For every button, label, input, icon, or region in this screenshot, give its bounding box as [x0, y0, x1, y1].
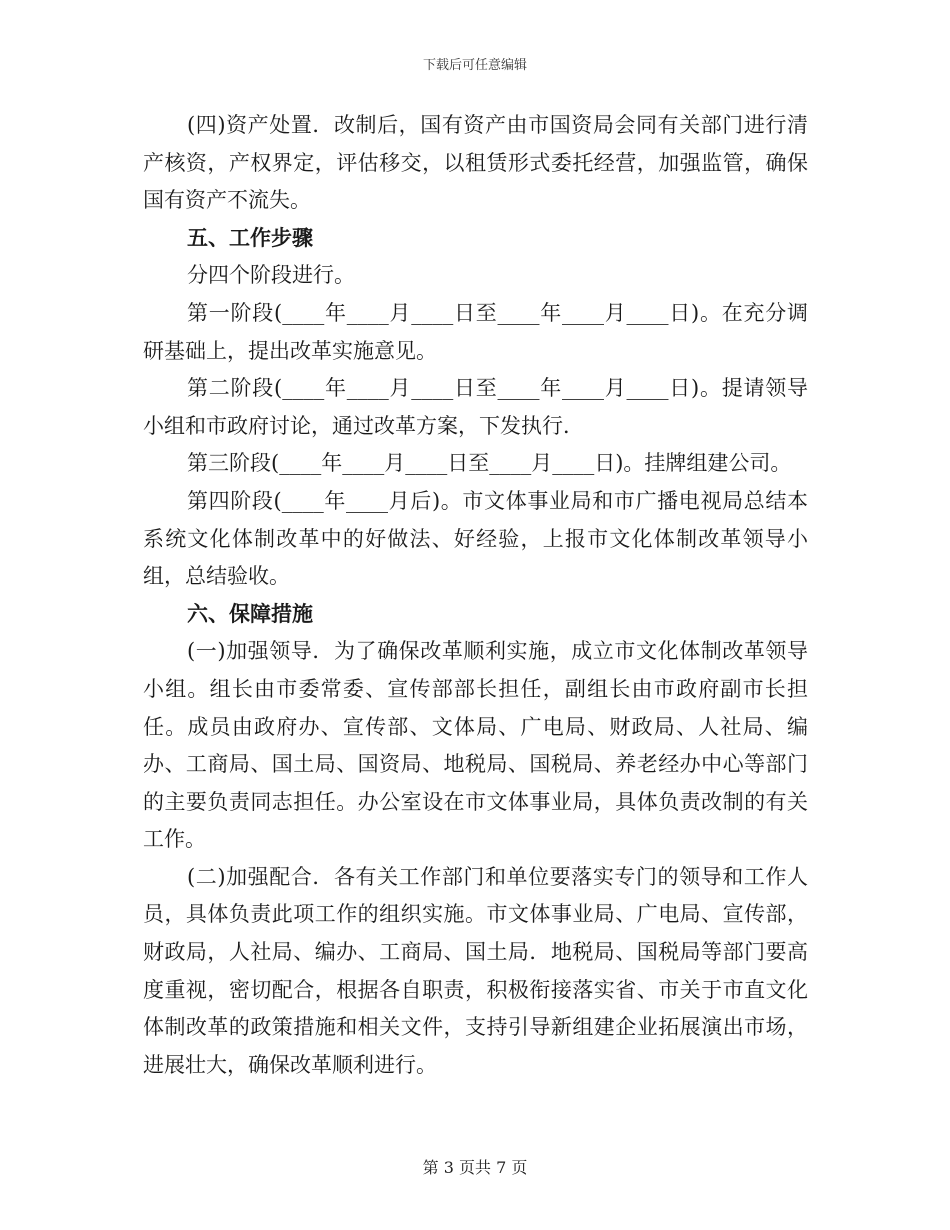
paragraph-stage-2: 第二阶段(____年____月____日至____年____月____日)。提请领导小组和市政府讨论，通过改革方案，下发执行． [143, 376, 808, 438]
section-heading-safeguards: 六、保障措施 [187, 601, 313, 626]
paragraph-strengthen-leadership: (一)加强领导．为了确保改革顺利实施，成立市文化体制改革领导小组。组长由市委常委、宣传部部长担任，副组长由市政府副市长担任。成员由政府办、宣传部、文体局、广电局、财政局、人社局、编办、工商局、国土局、国资局、地税局、国税局、养老经办中心等部门的主要负责同志担任。办公室设在市文体事业局，具体负责改制的有关工作。 [143, 639, 808, 852]
section-heading-work-steps: 五、工作步骤 [187, 225, 313, 250]
paragraph-stage-1: 第一阶段(____年____月____日至____年____月____日)。在充分调研基础上，提出改革实施意见。 [143, 300, 808, 363]
paragraph-stages-intro: 分四个阶段进行。 [187, 263, 355, 288]
paragraph-strengthen-cooperation: (二)加强配合．各有关工作部门和单位要落实专门的领导和工作人员，具体负责此项工作的组织实施。市文体事业局、广电局、宣传部，财政局，人社局、编办、工商局、国土局．地税局、国税局等部门要高度重视，密切配合，根据各自职责，积极衔接落实省、市关于市直文化体制改革的政策措施和相关文件，支持引导新组建企业拓展演出市场，进展壮大，确保改革顺利进行。 [143, 864, 808, 1077]
paragraph-asset-disposal: (四)资产处置．改制后，国有资产由市国资局会同有关部门进行清产核资，产权界定，评估移交，以租赁形式委托经营，加强监管，确保国有资产不流失。 [143, 113, 808, 213]
document-body [143, 107, 808, 1084]
page-number: 第 3 页共 7 页 [422, 1158, 528, 1177]
paragraph-stage-3: 第三阶段(____年____月____日至____月____日)。挂牌组建公司。 [187, 451, 792, 476]
paragraph-stage-4: 第四阶段(____年____月后)。市文体事业局和市广播电视局总结本系统文化体制改革中的好做法、好经验，上报市文化体制改革领导小组，总结验收。 [143, 488, 808, 589]
page-header-note: 下载后可任意编辑 [422, 58, 527, 73]
